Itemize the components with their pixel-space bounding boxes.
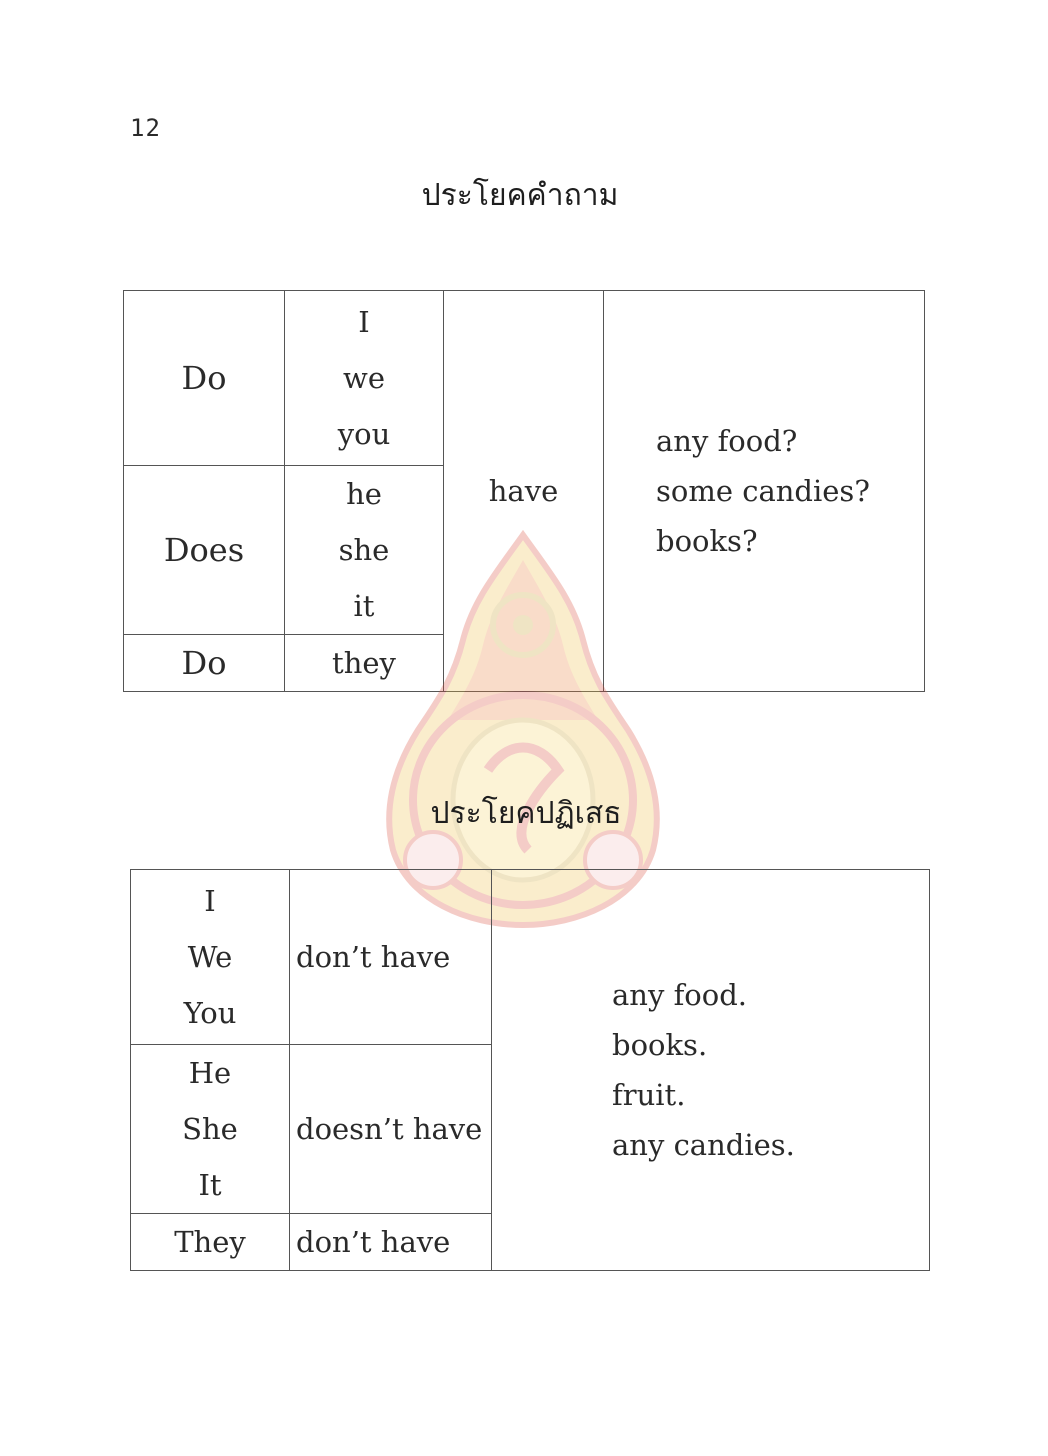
- object: any food.: [612, 978, 748, 1012]
- verb-cell: doesn’t have: [290, 1045, 492, 1214]
- subject-cell: [285, 291, 444, 466]
- subject-cell: [131, 870, 290, 1045]
- subject: you: [337, 417, 391, 451]
- subject-cell: [285, 466, 444, 635]
- negative-heading: ประโยคปฏิเสธ: [430, 796, 622, 831]
- aux-cell: Does: [124, 466, 285, 635]
- object: fruit.: [612, 1078, 686, 1112]
- verb-cell: don’t have: [290, 1214, 492, 1271]
- subject: He: [188, 1056, 232, 1090]
- subject: she: [338, 533, 390, 567]
- subject: he: [346, 477, 382, 511]
- negative-table: [130, 869, 930, 1271]
- verb-cell: don’t have: [290, 870, 492, 1045]
- subject-cell: [285, 635, 444, 692]
- subject: it: [353, 589, 375, 623]
- object: some candies?: [656, 474, 870, 508]
- objects-cell: [492, 870, 930, 1271]
- subject: She: [182, 1112, 238, 1146]
- subject: we: [343, 361, 385, 395]
- verb-cell: have: [444, 291, 604, 692]
- subject: I: [204, 884, 216, 918]
- subject: I: [358, 305, 370, 339]
- page-number: 12: [130, 114, 161, 142]
- aux-cell: Do: [124, 635, 285, 692]
- question-table: [123, 290, 925, 692]
- subject: We: [187, 940, 233, 974]
- subject-cell: [131, 1214, 290, 1271]
- object: any candies.: [612, 1128, 795, 1162]
- aux-cell: Do: [124, 291, 285, 466]
- question-heading: ประโยคคำถาม: [421, 178, 619, 213]
- object: any food?: [656, 424, 798, 458]
- subject: they: [332, 646, 396, 680]
- subject: You: [183, 996, 237, 1030]
- object: books?: [656, 524, 758, 558]
- object: books.: [612, 1028, 708, 1062]
- subject: It: [198, 1168, 222, 1202]
- objects-cell: [604, 291, 925, 692]
- subject-cell: [131, 1045, 290, 1214]
- subject: They: [174, 1225, 246, 1259]
